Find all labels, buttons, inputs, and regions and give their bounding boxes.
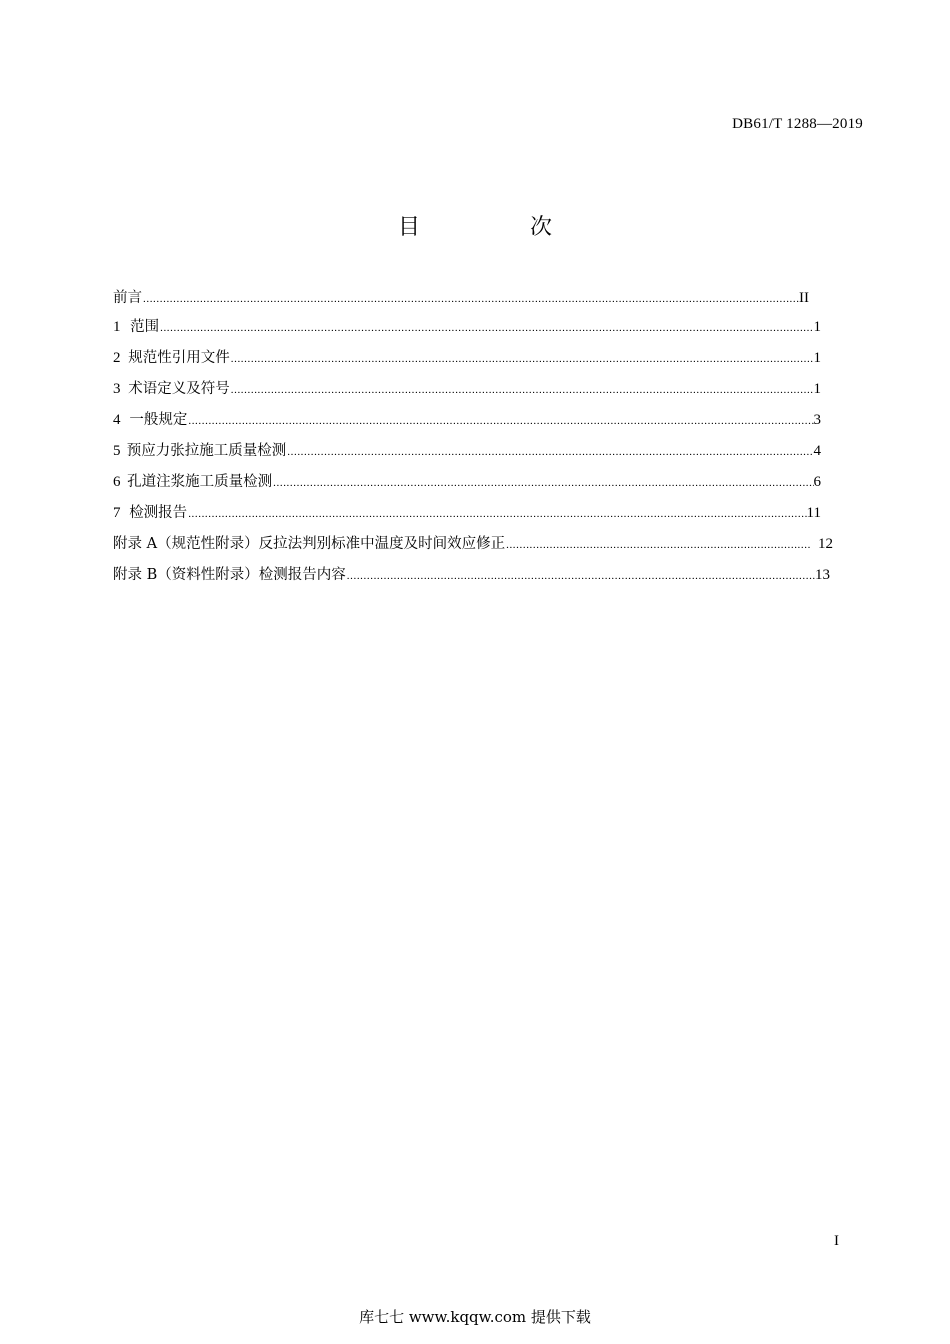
toc-entry-foreword[interactable] [113,286,809,308]
toc-entry-title: 反拉法判别标准中温度及时间效应修正 [258,536,506,552]
toc-leader [187,415,813,427]
toc-leader [159,322,813,334]
toc-entry-duct-grouting[interactable] [113,470,821,492]
toc-entry-number: 6 [113,474,121,490]
toc-leader [230,353,814,365]
toc-entry-test-report[interactable] [113,501,821,523]
toc-entry-appendix-label: 附录 A（规范性附录） [113,536,259,552]
toc-entry-page: 1 [813,381,821,397]
toc-leader [286,446,813,458]
toc-leader [505,539,810,551]
toc-entry-title: 范围 [130,319,160,335]
toc-entry-page: 11 [806,505,821,521]
toc-leader [230,384,814,396]
toc-entry-page: 1 [813,350,821,366]
toc-entry-number: 2 [113,350,121,366]
standard-code: DB61/T 1288—2019 [732,116,863,132]
toc-entry-number: 1 [113,319,121,335]
toc-entry-title: 检测报告内容 [258,567,346,583]
page-number: I [834,1233,839,1249]
toc-entry-title: 检测报告 [129,505,188,521]
toc-entry-normative-references[interactable] [113,346,821,368]
toc-entry-general[interactable] [113,408,821,430]
toc-leader [187,508,806,520]
toc-leader [142,293,799,305]
toc-entry-scope[interactable] [113,315,821,337]
toc-entry-appendix-label: 附录 B（资料性附录） [113,567,259,583]
toc-entry-appendix-a[interactable] [113,532,833,554]
toc-entry-page: II [799,290,809,306]
toc-entry-title: 前言 [113,290,142,306]
toc-entry-number: 7 [113,505,121,521]
toc-leader [346,570,815,582]
toc-entry-prestress-tension[interactable] [113,439,821,461]
toc-entry-title: 孔道注浆施工质量检测 [127,474,273,490]
toc-entry-page: 6 [813,474,821,490]
toc-entry-page: 12 [818,536,833,552]
toc-leader [272,477,813,489]
toc-entry-page: 1 [813,319,821,335]
toc-entry-title: 规范性引用文件 [128,350,230,366]
toc-entry-number: 5 [113,443,121,459]
toc-entry-page: 3 [813,412,821,428]
toc-entry-appendix-b[interactable] [113,563,830,585]
toc-entry-number: 4 [113,412,121,428]
toc-entry-terms[interactable] [113,377,821,399]
toc-entry-page: 13 [815,567,830,583]
page-title: 目 次 [397,215,596,240]
download-footer: 库七七 www.kqqw.com 提供下载 [359,1308,591,1326]
toc-entry-page: 4 [813,443,821,459]
toc-entry-title: 术语定义及符号 [128,381,230,397]
toc-entry-title: 预应力张拉施工质量检测 [126,443,287,459]
toc-entry-number: 3 [113,381,121,397]
toc-entry-title: 一般规定 [129,412,188,428]
